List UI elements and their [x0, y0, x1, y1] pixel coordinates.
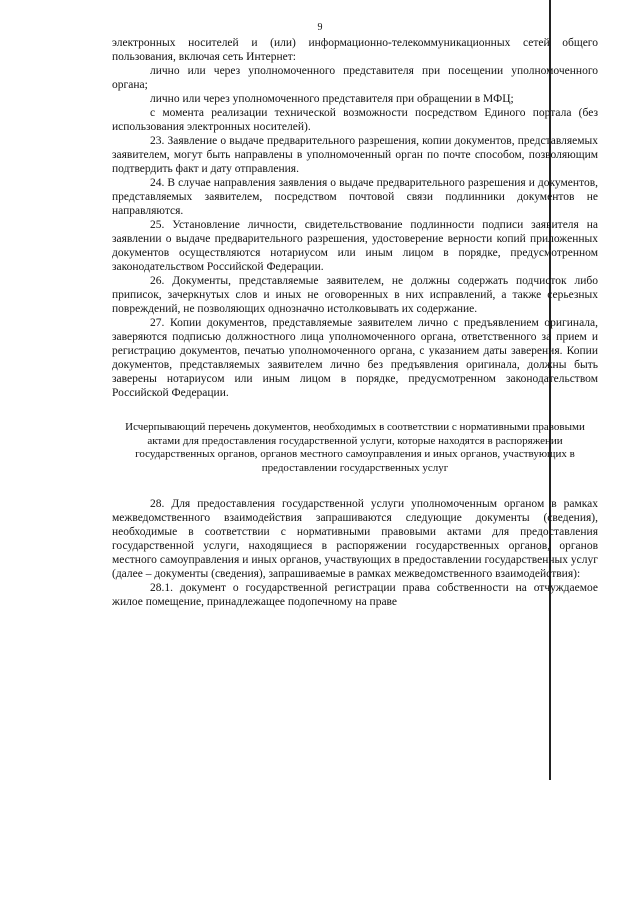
page-number: 9	[317, 22, 323, 33]
section-heading: Исчерпывающий перечень документов, необходимых в соответствии с нормативными правовыми актами для предоставления государственной услуги, которые находятся в распоряжении государственных органов, органов местного самоуправления и иных органов, участвующих в предоставлении государственных услуг	[125, 421, 585, 474]
paragraph: с момента реализации технической возможности посредством Единого портала (без использования электронных носителей).	[112, 107, 598, 133]
paragraph: лично или через уполномоченного представителя при обращении в МФЦ;	[150, 93, 514, 105]
paragraph-28: 28. Для предоставления государственной услуги уполномоченным органом в рамках межведомственного взаимодействия запрашиваются следующие документы (сведения), необходимые в соответствии с нормативными правовыми актами для предоставления государственной услуги, находящиеся в распоряжении государственных органов, органов местного самоуправления и иных органов, участвующих в предоставлении государственных услуг (далее – документы (сведения), запрашиваемые в рамках межведомственного взаимодействия):	[112, 498, 598, 580]
paragraph-28-1: 28.1. документ о государственной регистрации права собственности на отчуждаемое жилое помещение, принадлежащее подопечному на праве	[112, 582, 598, 608]
paragraph-23: 23. Заявление о выдаче предварительного разрешения, копии документов, представляемых заявителем, могут быть направлены в уполномоченный орган по почте способом, позволяющим подтвердить факт и дату отправления.	[112, 135, 598, 175]
paragraph: лично или через уполномоченного представителя при посещении уполномоченного органа;	[112, 65, 598, 91]
paragraph-25: 25. Установление личности, свидетельствование подлинности подписи заявителя на заявлении о выдаче предварительного разрешения, удостоверение верности копий приложенных документов осуществляются нотариусом или иным лицом в порядке, предусмотренном законодательством Российской Федерации.	[112, 219, 598, 273]
paragraph-27: 27. Копии документов, представляемые заявителем лично с предъявлением оригинала, заверяются подписью должностного лица уполномоченного органа, ответственного за прием и регистрацию документов, печатью уполномоченного органа, с указанием даты заверения. Копии документов, представляемых заявителем лично без предъявления оригинала, должны быть заверены нотариусом или иным лицом в порядке, предусмотренном законодательством Российской Федерации.	[112, 317, 598, 399]
paragraph: электронных носителей и (или) информационно-телекоммуникационных сетей общего пользования, включая сеть Интернет:	[112, 37, 598, 63]
paragraph-24: 24. В случае направления заявления о выдаче предварительного разрешения и документов, представляемых заявителем, посредством почтовой связи подлинники документов не направляются.	[112, 177, 598, 217]
paragraph-26: 26. Документы, представляемые заявителем, не должны содержать подчисток либо приписок, зачеркнутых слов и иных не оговоренных в них исправлений, а также серьезных повреждений, не позволяющих однозначно истолковывать их содержание.	[112, 275, 598, 315]
document-body	[112, 36, 598, 609]
